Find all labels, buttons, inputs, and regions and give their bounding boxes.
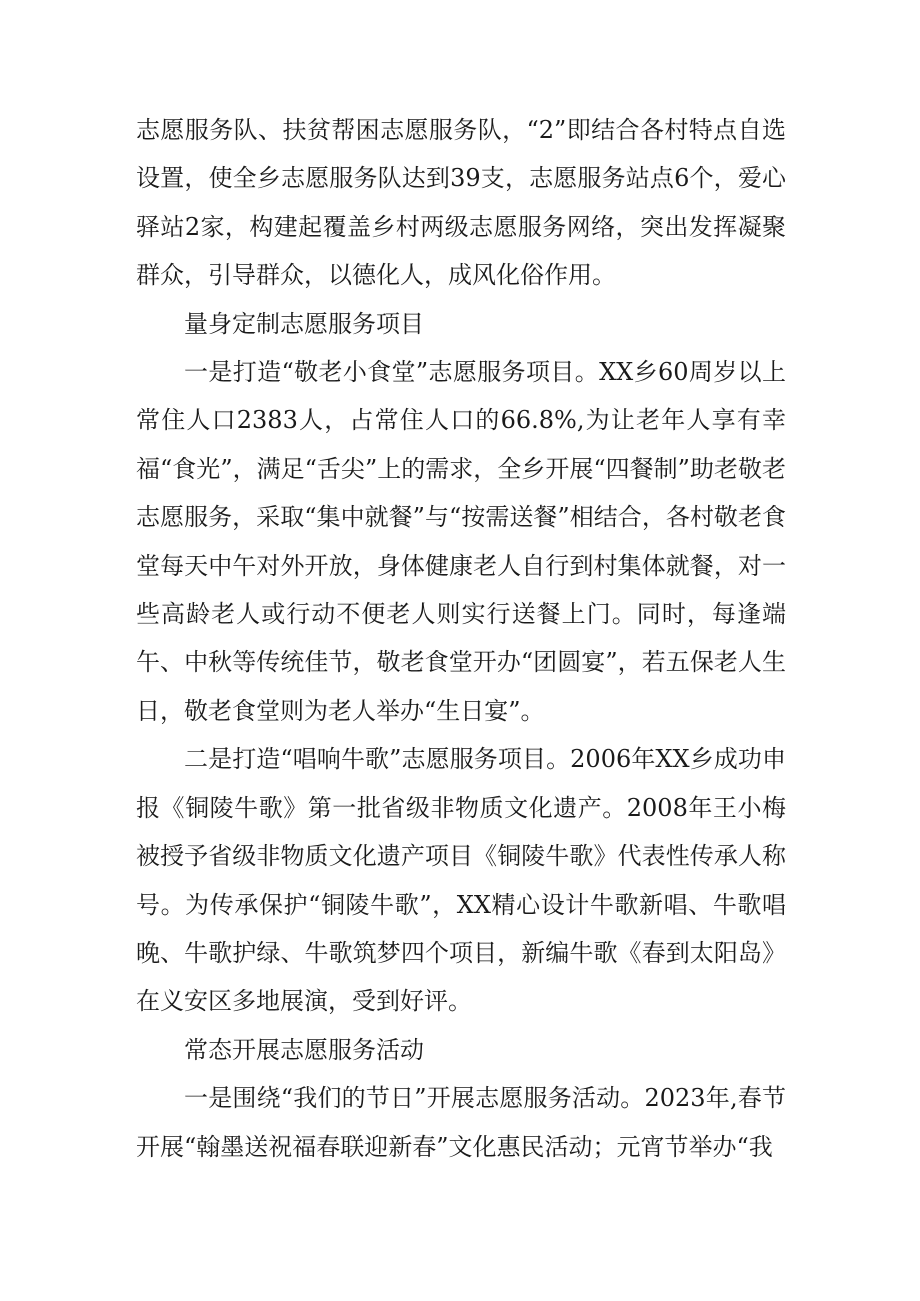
paragraph-elderly-canteen: 一是打造“敬老小食堂”志愿服务项目。XX乡60周岁以上常住人口2383人，占常住人口的66.8%,为让老年人享有幸福“食光”，满足“舌尖”上的需求，全乡开展“四餐制”助老敬老志愿服务，采取“集中就餐”与“按需送餐”相结合，各村敬老食堂每天中午对外开放，身体健康老人自行到村集体就餐，对一些高龄老人或行动不便老人则实行送餐上门。同时，每逢端午、中秋等传统佳节，敬老食堂开办“团圆宴”，若五保老人生日，敬老食堂则为老人举办“生日宴”。 (136, 358, 786, 725)
paragraph-volunteer-network: 志愿服务队、扶贫帮困志愿服务队，“2”即结合各村特点自选设置，使全乡志愿服务队达到39支，志愿服务站点6个，爱心驿站2家，构建起覆盖乡村两级志愿服务网络，突出发挥凝聚群众，引导群众，以德化人，成风化俗作用。 (136, 116, 786, 290)
section-heading-regular-activities: 常态开展志愿服务活动 (184, 1035, 424, 1064)
paragraph-our-festivals: 一是围绕“我们的节日”开展志愿服务活动。2023年,春节开展“翰墨送祝福春联迎新春”文化惠民活动；元宵节举办“我 (136, 1084, 786, 1161)
document-body (136, 106, 786, 1171)
paragraph-ox-song: 二是打造“唱响牛歌”志愿服务项目。2006年XX乡成功申报《铜陵牛歌》第一批省级非物质文化遗产。2008年王小梅被授予省级非物质文化遗产项目《铜陵牛歌》代表性传承人称号。为传承保护“铜陵牛歌”，XX精心设计牛歌新唱、牛歌唱晚、牛歌护绿、牛歌筑梦四个项目，新编牛歌《春到太阳岛》在义安区多地展演，受到好评。 (136, 745, 786, 1016)
section-heading-custom-projects: 量身定制志愿服务项目 (184, 309, 424, 338)
